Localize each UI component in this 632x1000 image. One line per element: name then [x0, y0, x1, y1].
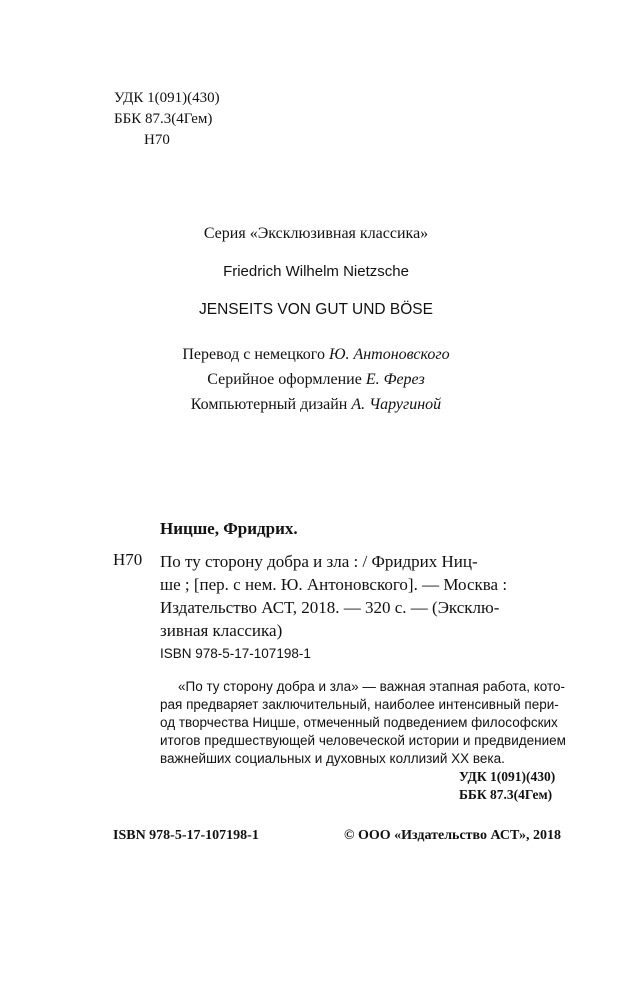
credits — [0, 342, 632, 417]
annotation-line: итогов предшествующей человеческой истории и предвидением — [160, 733, 566, 748]
biblio-line: По ту сторону добра и зла : / Фридрих Ниц- — [160, 552, 478, 571]
computer-design-credit — [0, 392, 632, 417]
computer-design-label: Компьютерный дизайн — [190, 396, 348, 413]
footer-copyright: © ООО «Издательство АСТ», 2018 — [344, 828, 562, 843]
annotation-line: од творчества Ницше, отмеченный подведением философских — [160, 715, 558, 730]
catalog-heading: Ницше, Фридрих. — [160, 519, 298, 538]
translation-label: Перевод с немецкого — [182, 346, 325, 363]
annotation-line: важнейших социальных и духовных коллизий XX века. — [160, 751, 505, 766]
udk-code: УДК 1(091)(430) — [114, 90, 220, 106]
bottom-bbk-code: ББК 87.3(4Гем) — [459, 787, 553, 802]
computer-designer-name: А. Чаругиной — [351, 396, 442, 413]
translator-name: Ю. Антоновского — [328, 346, 450, 363]
footer-isbn: ISBN 978-5-17-107198-1 — [113, 828, 259, 843]
catalog-isbn: ISBN 978-5-17-107198-1 — [160, 646, 311, 661]
bottom-classification-codes — [459, 768, 555, 804]
series-design-label: Серийное оформление — [207, 371, 362, 388]
series-designer-name: Е. Ферез — [365, 371, 425, 388]
bottom-udk-code: УДК 1(091)(430) — [459, 769, 556, 784]
bbk-code: ББК 87.3(4Гем) — [114, 111, 213, 127]
title-original: JENSEITS VON GUT UND BÖSE — [199, 301, 433, 318]
catalog-code: Н70 — [113, 550, 143, 569]
author-mark: Н70 — [144, 132, 170, 148]
series-name: Серия «Эксклюзивная классика» — [203, 225, 429, 242]
author-original: Friedrich Wilhelm Nietzsche — [223, 263, 409, 280]
translation-credit — [0, 342, 632, 367]
biblio-line: Издательство АСТ, 2018. — 320 с. — (Эксклю- — [160, 598, 500, 617]
annotation-line: «По ту сторону добра и зла» — важная этапная работа, кото- — [178, 679, 566, 694]
annotation — [160, 678, 566, 768]
biblio-line: зивная классика) — [160, 621, 283, 640]
series-design-credit — [0, 367, 632, 392]
bibliographic-record — [160, 550, 562, 642]
classification-codes — [114, 88, 220, 151]
annotation-line: рая предваряет заключительный, наиболее интенсивный пери- — [160, 697, 559, 712]
biblio-line: ше ; [пер. с нем. Ю. Антоновского]. — Москва : — [160, 575, 508, 594]
